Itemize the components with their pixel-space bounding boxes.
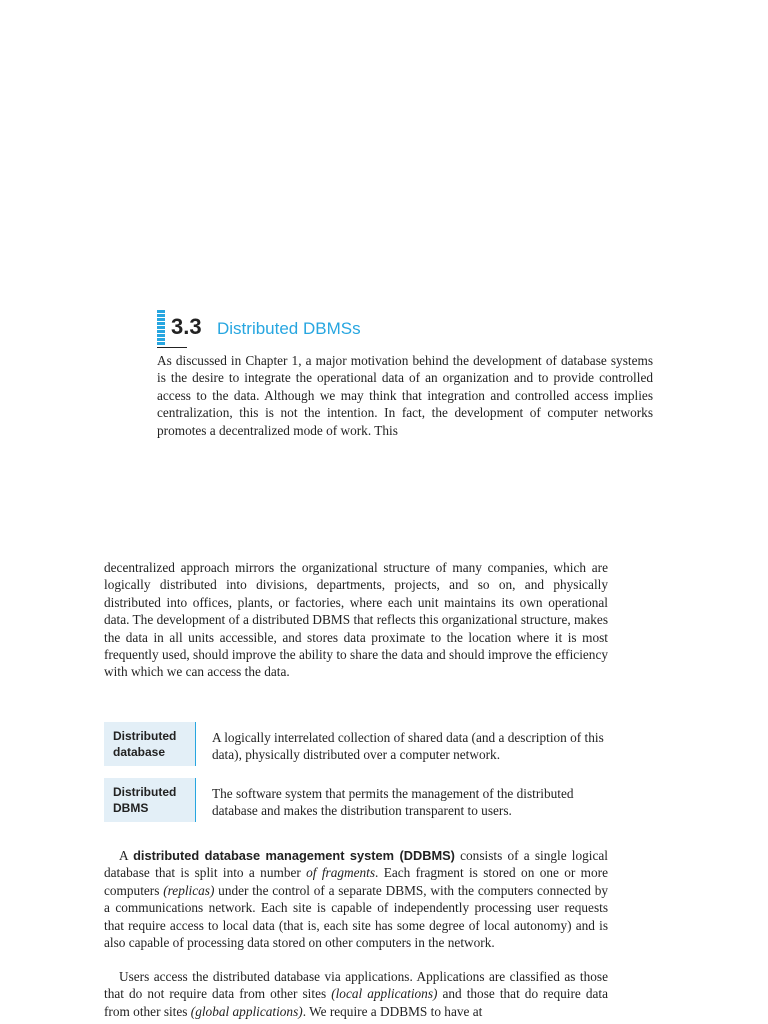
definition-term-distributed-dbms (104, 778, 196, 822)
italic-term: (global applications) (190, 1003, 303, 1019)
ddbms-paragraph (104, 847, 608, 951)
text-run: and those that do require data from other sites (104, 986, 608, 1019)
key-term: distributed database management system (DDBMS) (133, 848, 455, 863)
term-line: Distributed (113, 729, 177, 743)
italic-term: of fragments (306, 865, 376, 881)
heading-rule (157, 347, 187, 348)
section-marker-icon (157, 310, 165, 346)
text-run: under the control of a separate DBMS, with the computers connected by a communications network. Each site is capable of independently processing user requests that require access to local data (that is, each site has some degree of local autonomy) and is also capable of processing data stored on other computers in the network. (104, 882, 608, 951)
italic-term: (replicas) (163, 882, 215, 898)
term-line: DBMS (113, 801, 149, 815)
italic-term: (local applications) (331, 986, 438, 1002)
text-run: Users access the distributed database via applications. Applications are classified as those that do not require data from other sites (104, 969, 608, 1002)
definition-text-distributed-database: A logically interrelated collection of shared data (and a description of this data), physically distributed over a computer network. (212, 730, 604, 762)
text-run: . Each fragment is stored on one or more computers (104, 865, 609, 898)
section-number: 3.3 (171, 314, 202, 339)
text-run: consists of a single logical database that is split into a number (104, 848, 608, 881)
term-line: Distributed (113, 785, 177, 799)
text-run: A (119, 848, 134, 863)
section-title: Distributed DBMSs (217, 319, 361, 338)
continuation-paragraph: decentralized approach mirrors the organizational structure of many companies, which are logically distributed into divisions, departments, projects, and so on, and physically distributed into offices, plants, or factories, where each unit maintains its own operational data. The development of a distributed DBMS that reflects this organizational structure, makes the data in all units accessible, and stores data proximate to the location where it is most frequently used, should improve the ability to share the data and should improve the efficiency with which we can access the data. (104, 560, 608, 680)
applications-paragraph (104, 968, 608, 1020)
term-line: database (113, 745, 166, 759)
intro-paragraph: As discussed in Chapter 1, a major motivation behind the development of database systems is the desire to integrate the operational data of an organization and to provide controlled access to the data. Although we may think that integration and controlled access implies centralization, this is not the intention. In fact, the development of computer networks promotes a decentralized mode of work. This (157, 353, 653, 438)
text-run: . We require a DDBMS to have at (302, 1003, 483, 1019)
section-heading (157, 310, 657, 350)
definition-text-distributed-dbms: The software system that permits the management of the distributed database and makes the distribution transparent to users. (212, 786, 574, 818)
definition-term-distributed-database (104, 722, 196, 766)
